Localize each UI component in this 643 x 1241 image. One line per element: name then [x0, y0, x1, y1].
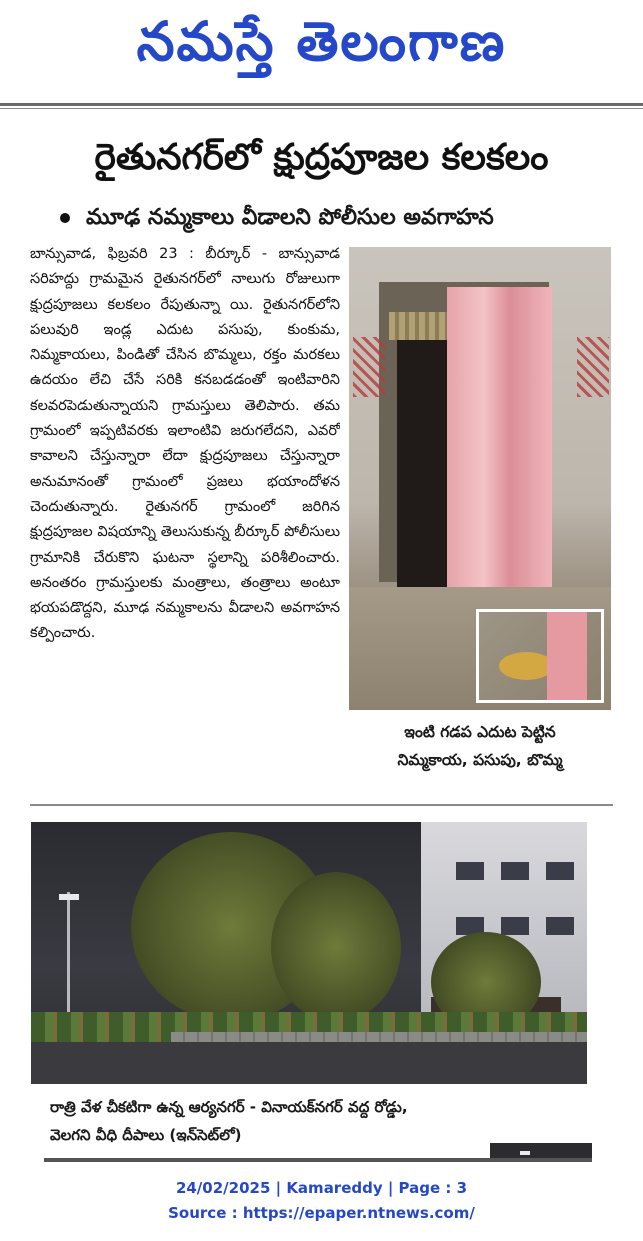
building-window: [501, 862, 529, 880]
photo2-caption-line1: రాత్రి వేళ చీకటిగా ఉన్న ఆర్యనగర్ - వినాయక్‌నగర్ వద్ద రోడ్డు,: [50, 1098, 408, 1116]
masthead-rule: [0, 103, 643, 106]
masthead-title: నమస్తే తెలంగాణ: [136, 9, 507, 73]
tree: [271, 872, 401, 1022]
building-window: [501, 917, 529, 935]
curtain-edge: [547, 612, 587, 700]
turmeric-pile: [499, 652, 554, 680]
masthead: [0, 0, 643, 96]
wall-mural-left: [353, 337, 385, 397]
photo1-caption: [349, 718, 611, 788]
article-subheadline: [60, 200, 600, 236]
footer-date-page: 24/02/2025 | Kamareddy | Page : 3: [175, 1179, 468, 1197]
page-footer: [0, 1176, 643, 1226]
street-light: [59, 894, 79, 900]
subheadline-text: మూఢ నమ్మకాలు వీడాలని పోలీసుల అవగాహన: [86, 205, 494, 230]
photo1-caption-line2: నిమ్మకాయ, పసుపు, బొమ్మ: [397, 751, 563, 769]
section-divider: [30, 804, 613, 806]
inset-photo: [476, 609, 604, 703]
building-window: [546, 862, 574, 880]
pink-curtain: [447, 287, 552, 597]
article-body: బాన్సువాడ, ఫిబ్రవరి 23 : బీర్కూర్ - బాన్సువాడ సరిహద్దు గ్రామమైన రైతునగర్‌లో నాలుగు రోజులుగా క్షుద్రపూజలు కలకలం రేపుతున్నా యి. రైతునగర్‌లోని పలువురి ఇండ్ల ఎదుట పసుపు, కుంకుమ, నిమ్మకాయలు, పిండితో చేసిన బొమ్మలు, రక్తం మరకలు ఉదయం లేచి చేసే సరికి కనబడడంతో ఇంటివారిని కలవరపెడుతున్నాయని గ్రామస్తులు తెలిపారు. తమ గ్రామంలో ఇప్పటివరకు ఇలాంటివి జరుగలేదని, ఎవరో కావాలని చేస్తున్నారా లేదా క్షుద్రపూజలు చేస్తున్నారా అనుమానంతో గ్రామంలో ప్రజలు భయాందోళన చెందుతున్నారు. రైతునగర్ గ్రామంలో జరిగిన క్షుద్రపూజల విషయాన్ని తెలుసుకున్న బీర్కూర్ పోలీసులు గ్రామానికి చేరుకొని ఘటనా స్థలాన్ని పరిశీలించారు. అనంతరం గ్రామస్తులకు మంత్రాలు, తంత్రాలు అంటూ భయపడొద్దని, మూఢ నమ్మకాలను వీడాలని అవగాహన కల్పించారు.: [30, 246, 340, 642]
masthead-rule-thin: [0, 108, 643, 109]
building-window: [456, 862, 484, 880]
building-window: [546, 917, 574, 935]
footer-source: Source : https://epaper.ntnews.com/: [168, 1204, 475, 1222]
photo1-caption-line1: ఇంటి గడప ఎదుట పెట్టిన: [404, 723, 556, 741]
street-light: [520, 1151, 530, 1155]
wall-mural-right: [577, 337, 609, 397]
road: [31, 1042, 587, 1084]
street-light-pole: [67, 892, 70, 1022]
photo2-caption-line2: వెలగని వీధి దీపాలు (ఇన్‌సెట్‌లో): [50, 1126, 242, 1144]
next-photo-edge: [44, 1158, 592, 1162]
night-road-photo: [31, 822, 587, 1084]
bullet-icon: [60, 213, 70, 223]
article-headline: రైతునగర్‌లో క్షుద్రపూజల కలకలం: [94, 137, 549, 178]
doorway-photo: [349, 247, 611, 710]
